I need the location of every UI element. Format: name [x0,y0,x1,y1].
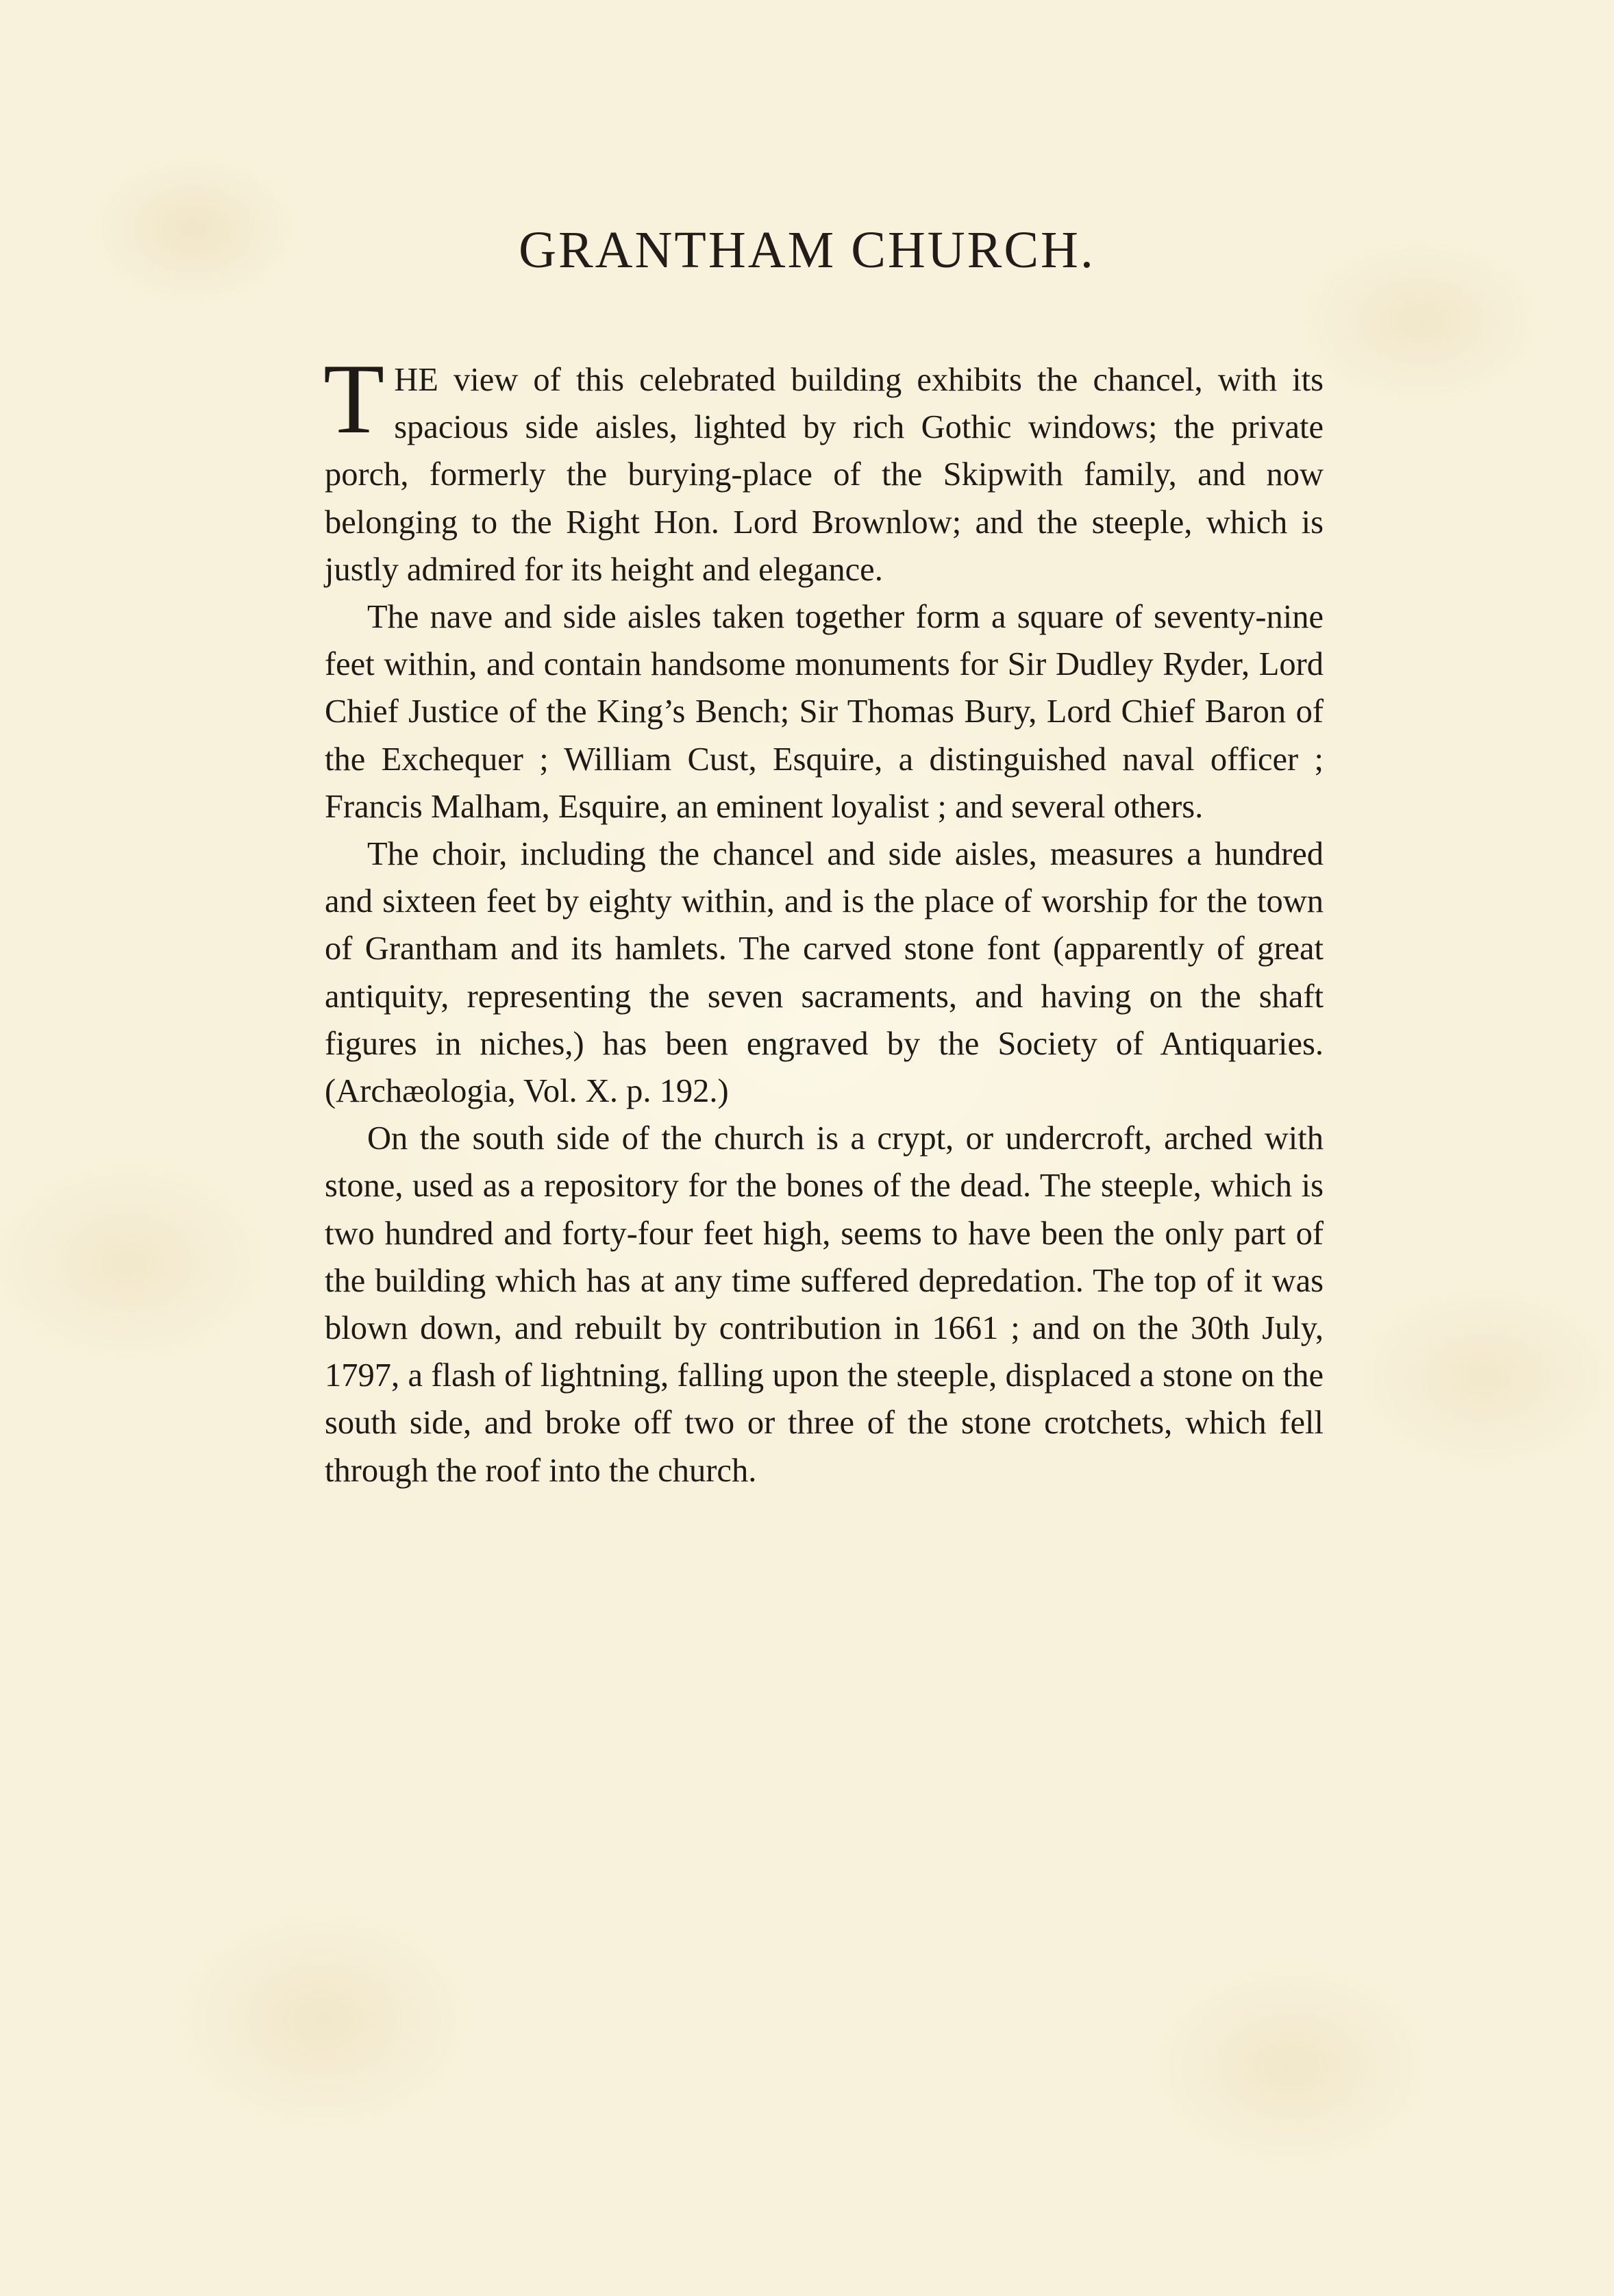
paragraph-4: On the south side of the church is a crypt, or undercroft, arched with stone, used as a repository for the bones of the dead. The steeple, which is two hundred and forty-four feet high, seems to have been the only part of the building which has at any time suffered depredation. The top of it was blown down, and rebuilt by contribution in 1661 ; and on the 30th July, 1797, a flash of lightning, falling upon the steeple, displaced a stone on the south side, and broke off two or three of the stone crotchets, which fell through the roof into the church. [325,1120,1324,1489]
paragraph-3: The choir, including the chancel and side aisles, measures a hundred and sixteen feet by eighty within, and is the place of worship for the town of Grantham and its hamlets. The carved stone font (apparently of great antiquity, representing the seven sacraments, and having on the shaft figures in niches,) has been engraved by the Society of Antiquaries. (Archæologia, Vol. X. p. 192.) [325,836,1324,1110]
page-title: GRANTHAM CHURCH. [519,221,1095,279]
body-text [323,343,1324,1494]
drop-cap: T [323,343,385,454]
paragraph-1 [323,343,1324,593]
paragraph-1-text: HE view of this celebrated building exhibits the chancel, with its spacious side aisles, lighted by rich Gothic windows; the private porch, formerly the burying-place of the Skipwith family, and now belonging to the Right Hon. Lord Brownlow; and the steeple, which is justly admired for its height and elegance. [325,362,1324,588]
paragraph-2: The nave and side aisles taken together form a square of seventy-nine feet within, and contain handsome monuments for Sir Dudley Ryder, Lord Chief Justice of the King’s Bench; Sir Thomas Bury, Lord Chief Baron of the Exchequer ; William Cust, Esquire, a distinguished naval officer ; Francis Malham, Esquire, an eminent loyalist ; and several others. [325,599,1324,825]
